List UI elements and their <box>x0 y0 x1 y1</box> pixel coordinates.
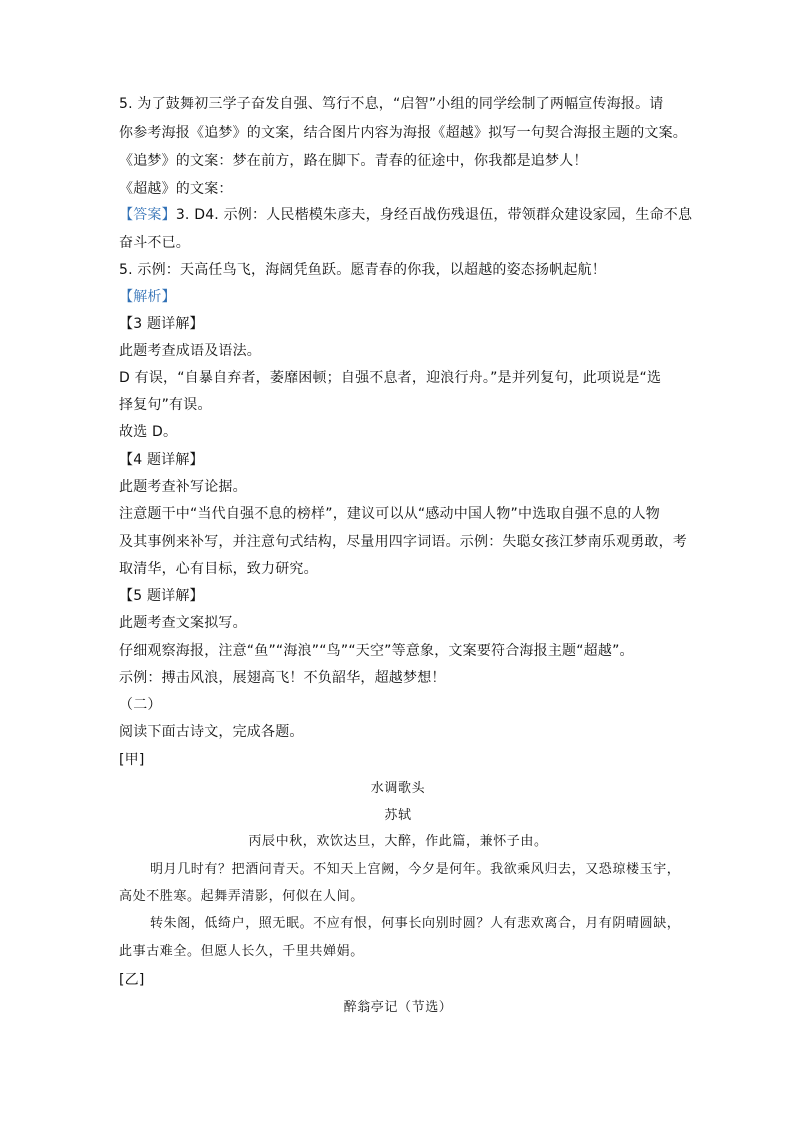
q5-detail-title: 【5 题详解】 <box>119 588 204 604</box>
q3-line-1: 此题考查成语及语法。 <box>119 343 261 359</box>
q5-detail-line-3: 示例：搏击风浪，展翅高飞！不负韶华，超越梦想！ <box>119 670 446 686</box>
q5-line-1: 5. 为了鼓舞初三学子奋发自强、笃行不息，“启智”小组的同学绘制了两幅宣传海报。请 <box>119 96 664 112</box>
poem-stanza-2-line-2: 此事古难全。但愿人长久，千里共婵娟。 <box>119 944 364 959</box>
answer-line-1 <box>119 205 693 225</box>
q3-title: 【3 题详解】 <box>119 316 204 332</box>
q4-line-3: 及其事例来补写，并注意句式结构，尽量用四字词语。示例：失聪女孩江梦南乐观勇敢，考 <box>119 534 687 550</box>
poem-preface: 丙辰中秋，欢饮达旦，大醉，作此篇，兼怀子由。 <box>248 834 548 849</box>
jia-label: [甲] <box>119 752 145 768</box>
poem-stanza-2-line-1: 转朱阁，低绮户，照无眠。不应有恨，何事长向别时圆？人有悲欢离合，月有阴晴圆缺， <box>150 916 681 931</box>
poem-stanza-1-line-2: 高处不胜寒。起舞弄清影，何似在人间。 <box>119 889 364 904</box>
answer-label: 【答案】 <box>119 207 176 223</box>
poem-stanza-1-line-1: 明月几时有？把酒问青天。不知天上宫阙，今夕是何年。我欲乘风归去，又恐琼楼玉宇， <box>150 862 681 877</box>
q5-detail-line-2: 仔细观察海报，注意“鱼”“海浪”“鸟”“天空”等意象，文案要符合海报主题“超越”。 <box>119 643 634 659</box>
q5-line-4: 《超越》的文案： <box>119 181 233 197</box>
answer-text: 3. D4. 示例：人民楷模朱彦夫，身经百战伤残退伍，带领群众建设家园，生命不息 <box>175 207 693 223</box>
answer-line-2: 奋斗不已。 <box>119 235 190 251</box>
yi-label: [乙] <box>119 972 145 988</box>
q3-line-2: D 有误，“自暴自弃者，萎靡困顿；自强不息者，迎浪行舟。”是并列复句，此项说是“选 <box>119 370 662 386</box>
q4-line-1: 此题考查补写论据。 <box>119 479 247 495</box>
q5-line-3: 《追梦》的文案：梦在前方，路在脚下。青春的征途中，你我都是追梦人！ <box>119 153 588 169</box>
section-2-instruction: 阅读下面古诗文，完成各题。 <box>119 724 304 740</box>
poem-title: 水调歌头 <box>370 781 426 796</box>
q4-line-2: 注意题干中“当代自强不息的榜样”，建议可以从“感动中国人物”中选取自强不息的人物 <box>119 506 661 522</box>
analysis-label: 【解析】 <box>119 289 176 305</box>
q3-line-3: 择复句”有误。 <box>119 397 212 413</box>
q5-line-2: 你参考海报《追梦》的文案，结合图片内容为海报《超越》拟写一句契合海报主题的文案。 <box>119 125 687 141</box>
yi-title: 醉翁亭记（节选） <box>343 1000 453 1015</box>
answer-line-3: 5. 示例：天高任鸟飞，海阔凭鱼跃。愿青春的你我，以超越的姿态扬帆起航！ <box>119 262 607 278</box>
section-2-heading: （二） <box>119 697 162 713</box>
q3-line-4: 故选 D。 <box>119 424 178 440</box>
q4-line-4: 取清华，心有目标，致力研究。 <box>119 561 318 577</box>
q4-title: 【4 题详解】 <box>119 452 204 468</box>
q5-detail-line-1: 此题考查文案拟写。 <box>119 615 247 631</box>
poem-author: 苏轼 <box>384 808 412 823</box>
